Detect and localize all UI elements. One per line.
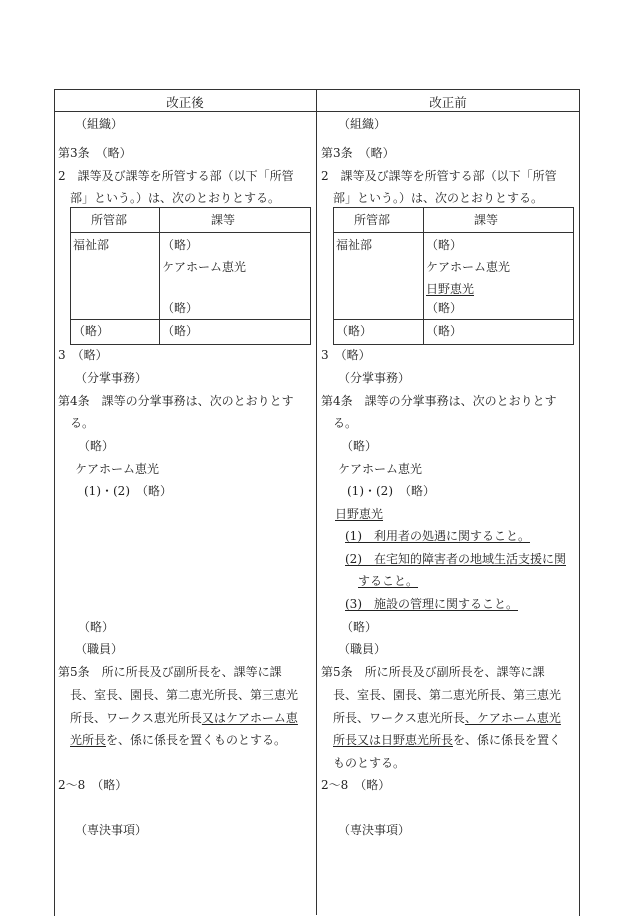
hino-item-2-line-1: (2) 在宅知的障害者の地域生活支援に関 [345,552,566,566]
omitted-text: （略） [341,620,378,634]
article-4-line-2: る。 [333,416,358,430]
heading-division-of-duties: （分掌事務） [338,371,411,385]
article-5-line-3 [70,710,298,726]
column-divider [316,89,317,915]
article-5-line-4 [70,732,286,748]
article-3: 第3条 （略） [321,146,395,160]
article-4-line-1: 第4条 課等の分掌事務は、次のとおりとす [58,394,294,408]
heading-exclusive-decisions: （専決事項） [75,823,148,837]
table-row-separator [334,319,573,320]
text-segment: 所長、ワークス恵光所長 [333,711,465,725]
paragraph-3: 3 （略） [58,348,108,362]
omitted-text: （略） [78,620,115,634]
table-cell-section: （略） [162,301,199,315]
table-header-section: 課等 [474,213,499,227]
amended-text: 、ケアホーム恵光 [464,711,561,725]
text-segment: を、係に係長を置く [453,733,562,747]
paragraph-2-line-1: 2 課等及び課等を所管する部（以下「所管 [321,169,557,183]
article-5-line-5: ものとする。 [333,756,406,770]
article-5-line-3 [333,710,561,726]
amended-text: 光所長 [70,733,107,747]
items-1-2: (1)・(2) （略） [84,484,172,498]
heading-organization: （組織） [338,117,387,131]
article-5-line-1: 第5条 所に所長及び副所長を、課等に課 [58,665,282,679]
table-cell-section: （略） [426,301,463,315]
paragraph-3: 3 （略） [321,348,371,362]
table-cell-section: （略） [426,324,463,338]
table-cell-section: （略） [162,324,199,338]
table-cell-section: ケアホーム恵光 [426,260,511,274]
article-4-line-1: 第4条 課等の分掌事務は、次のとおりとす [321,394,557,408]
table-cell-section-amended: 日野恵光 [426,282,475,296]
table-cell-section: （略） [162,238,199,252]
hino-item-2-line-2: すること。 [358,574,419,588]
carehome-heading: ケアホーム恵光 [75,462,160,476]
heading-organization: （組織） [75,117,124,131]
table-cell-dept: （略） [73,324,110,338]
paragraphs-2-8: 2〜8 （略） [58,778,128,792]
article-3: 第3条 （略） [58,146,132,160]
article-4-line-2: る。 [70,416,95,430]
table-column-separator [423,208,424,344]
table-cell-section: （略） [426,238,463,252]
amended-text: 又はケアホーム恵 [201,711,298,725]
heading-exclusive-decisions: （専決事項） [338,823,411,837]
department-table [333,207,574,345]
header-before: 改正前 [429,95,467,110]
hino-item-3: (3) 施設の管理に関すること。 [345,597,518,611]
paragraph-2-line-1: 2 課等及び課等を所管する部（以下「所管 [58,169,294,183]
table-column-separator [159,208,160,344]
paragraph-2-line-2: 部」という。）は、次のとおりとする。 [70,191,281,205]
table-row-separator [71,319,310,320]
text-segment: 所長、ワークス恵光所長 [70,711,202,725]
article-5-line-1: 第5条 所に所長及び副所長を、課等に課 [321,665,545,679]
table-cell-dept: 福祉部 [336,238,373,252]
article-5-line-2: 長、室長、園長、第二恵光所長、第三恵光 [333,688,562,702]
article-5-line-2: 長、室長、園長、第二恵光所長、第三恵光 [70,688,299,702]
header-separator [54,111,579,112]
heading-staff: （職員） [338,642,387,656]
omitted-text: （略） [78,439,115,453]
carehome-heading: ケアホーム恵光 [338,462,423,476]
department-table [70,207,311,345]
hino-item-1: (1) 利用者の処遇に関すること。 [345,529,530,543]
paragraphs-2-8: 2〜8 （略） [321,778,391,792]
table-header-dept: 所管部 [354,213,391,227]
article-5-line-4 [333,732,561,748]
header-after: 改正後 [166,95,204,110]
amended-text: 所長又は日野恵光所長 [333,733,454,747]
heading-division-of-duties: （分掌事務） [75,371,148,385]
table-cell-dept: （略） [336,324,373,338]
table-cell-section: ケアホーム恵光 [162,260,247,274]
hino-heading: 日野恵光 [335,507,384,521]
items-1-2: (1)・(2) （略） [347,484,435,498]
table-header-section: 課等 [211,213,236,227]
heading-staff: （職員） [75,642,124,656]
table-cell-dept: 福祉部 [73,238,110,252]
table-header-dept: 所管部 [91,213,128,227]
omitted-text: （略） [341,439,378,453]
text-segment: を、係に係長を置くものとする。 [106,733,287,747]
paragraph-2-line-2: 部」という。）は、次のとおりとする。 [333,191,544,205]
